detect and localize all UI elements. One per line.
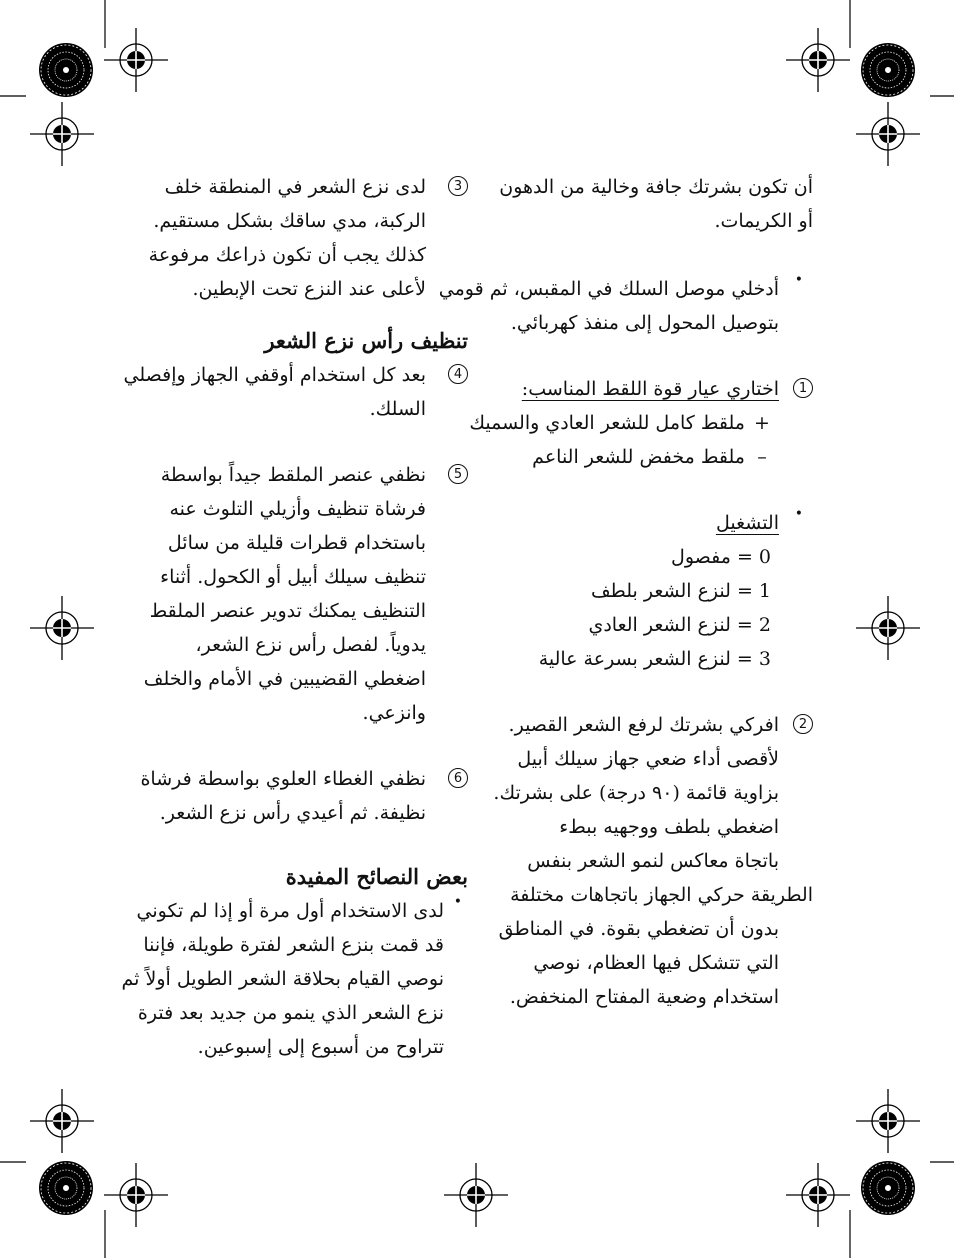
step-number-badge: 6 bbox=[448, 768, 468, 788]
bullet-line: بتوصيل المحول إلى منفذ كهربائي. bbox=[510, 312, 779, 334]
step-4-line: بعد كل استخدام أوقفي الجهاز وإفصلي bbox=[123, 364, 426, 386]
step-5-line: التنظيف يمكنك تدوير عنصر الملقط bbox=[149, 600, 426, 622]
step-2-line: بزاوية قائمة (٩٠ درجة) على بشرتك. bbox=[493, 782, 779, 804]
tips-line: نوصي القيام بحلاقة الشعر الطويل أولاً ثم bbox=[121, 968, 444, 990]
bullet-icon: • bbox=[794, 272, 803, 288]
step-3 bbox=[150, 170, 468, 306]
step-5-line: وانزعي. bbox=[362, 702, 426, 724]
step-3-line: كذلك يجب أن تكون ذراعك مرفوعة bbox=[148, 244, 426, 266]
speed-0: 0 = مفصول bbox=[671, 546, 771, 568]
operation-title: التشغيل bbox=[715, 512, 779, 534]
step-2-line: التي تتشكل فيها العظام، نوصي bbox=[533, 952, 779, 974]
intro-line: أو الكريمات. bbox=[714, 210, 813, 232]
speed-2: 2 = لنزع الشعر العادي bbox=[588, 614, 771, 636]
tips-line: قد قمت بنزع الشعر لفترة طويلة، فإننا bbox=[143, 934, 444, 956]
speed-3: 3 = لنزع الشعر بسرعة عالية bbox=[538, 648, 771, 670]
step-2-line: الطريقة حركي الجهاز باتجاهات مختلفة bbox=[510, 884, 813, 906]
step-2-line: بدون أن تضغطي بقوة. في المناطق bbox=[498, 918, 779, 940]
tips-heading: بعض النصائح المفيدة bbox=[285, 864, 468, 889]
bullet-icon: • bbox=[453, 894, 462, 910]
tips-line: تتراوح من أسبوع إلى إسبوعين. bbox=[197, 1036, 444, 1058]
step-5-line: تنظيف سيلك أبيل أو الكحول. أثناء bbox=[160, 566, 426, 588]
option-plus: ملقط كامل للشعر العادي والسميك bbox=[469, 412, 745, 434]
left-column bbox=[121, 170, 468, 1064]
step-2-line: اضغطي بلطف ووجهيه ببطء bbox=[559, 816, 779, 838]
step-number-badge: 2 bbox=[793, 714, 813, 734]
step-2 bbox=[488, 708, 813, 1014]
step-5 bbox=[143, 458, 468, 730]
plus-sign: + bbox=[754, 412, 770, 434]
step-4 bbox=[123, 358, 468, 426]
step-1 bbox=[469, 372, 813, 474]
tips-line: لدى الاستخدام أول مرة أو إذا لم تكوني bbox=[136, 900, 444, 922]
step-5-line: اضغطي القضيبين في الأمام والخلف bbox=[143, 668, 426, 690]
step-5-line: باستخدام قطرات قليلة من سائل bbox=[167, 532, 426, 554]
bullet-operation bbox=[488, 506, 813, 676]
step-2-line: لأقصى أداء ضعي جهاز سيلك أبيل bbox=[517, 748, 779, 770]
step-3-line: لأعلى عند النزع تحت الإبطين. bbox=[192, 278, 426, 300]
step-number-badge: 4 bbox=[448, 364, 468, 384]
step-number-badge: 1 bbox=[793, 378, 813, 398]
step-number-badge: 3 bbox=[448, 176, 468, 196]
speed-1: 1 = لنزع الشعر بلطف bbox=[590, 580, 771, 602]
option-minus: ملقط مخفض للشعر الناعم bbox=[532, 446, 745, 468]
tips-bullet bbox=[121, 894, 468, 1064]
bullet-plug bbox=[438, 272, 813, 340]
step-1-title: اختاري عيار قوة اللقط المناسب: bbox=[521, 378, 779, 400]
step-2-line: افركي بشرتك لرفع الشعر القصير. bbox=[508, 714, 779, 736]
right-column bbox=[438, 170, 813, 1014]
step-2-line: استخدام وضعية المفتاح المنخفض. bbox=[509, 986, 779, 1008]
step-6-line: نظيفة. ثم أعيدي رأس نزع الشعر. bbox=[159, 802, 426, 824]
step-2-line: باتجاة معاكس لنمو الشعر بنفس bbox=[527, 850, 779, 872]
step-3-line: لدى نزع الشعر في المنطقة خلف bbox=[164, 176, 426, 198]
minus-sign: – bbox=[757, 446, 767, 468]
cleaning-heading: تنظيف رأس نزع الشعر bbox=[264, 328, 468, 353]
step-3-line: الركبة، مدي ساقك بشكل مستقيم. bbox=[153, 210, 426, 232]
step-number-badge: 5 bbox=[448, 464, 468, 484]
step-4-line: السلك. bbox=[369, 398, 426, 420]
bullet-icon: • bbox=[794, 506, 803, 522]
bullet-line: أدخلي موصل السلك في المقبس، ثم قومي bbox=[438, 278, 779, 300]
tips-line: نزع الشعر الذي ينمو من جديد بعد فترة bbox=[137, 1002, 444, 1024]
step-5-line: يدوياً. لفصل رأس نزع الشعر، bbox=[195, 634, 426, 656]
intro-line: أن تكون بشرتك جافة وخالية من الدهون bbox=[499, 176, 813, 198]
step-5-line: نظفي عنصر الملقط جيداً بواسطة bbox=[160, 464, 426, 486]
step-6-line: نظفي الغطاء العلوي بواسطة فرشاة bbox=[140, 768, 426, 790]
step-6 bbox=[140, 762, 468, 830]
step-5-line: فرشاة تنظيف وأزيلي التلوث عنه bbox=[169, 498, 426, 520]
